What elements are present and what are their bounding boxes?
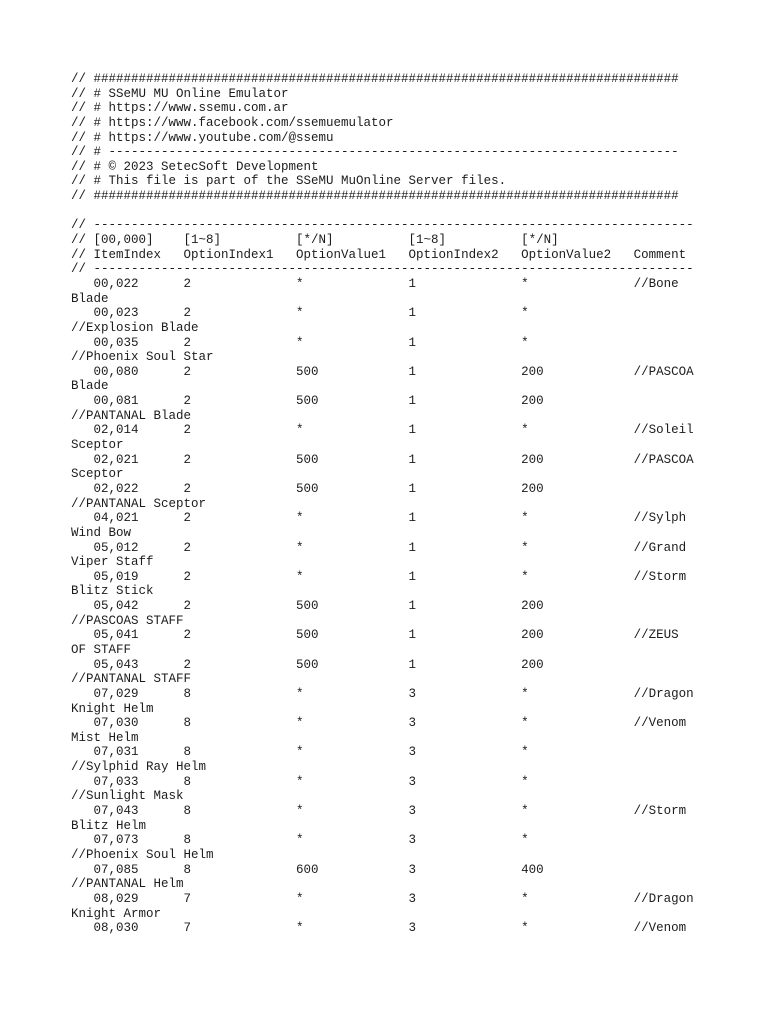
row-comment-wrap: Viper Staff (71, 555, 154, 570)
table-row: 07,073 8 * 3 * (71, 833, 529, 848)
table-row: 05,012 2 * 1 * //Grand (71, 540, 687, 555)
table-column-headers: // ItemIndex OptionIndex1 OptionValue1 OptionIndex2 OptionValue2 Comment (71, 247, 687, 262)
blank-line (71, 204, 711, 219)
table-row: 05,019 2 * 1 * //Storm (71, 569, 687, 584)
header-youtube: // # https://www.youtube.com/@ssemu (71, 130, 334, 145)
table-row: 07,031 8 * 3 * (71, 745, 529, 760)
row-comment-wrap: Blade (71, 291, 109, 306)
header-title: // # SSeMU MU Online Emulator (71, 86, 289, 101)
row-comment-wrap: //PANTANAL Blade (71, 408, 192, 423)
header-facebook: // # https://www.facebook.com/ssemuemulator (71, 115, 394, 130)
header-border-bottom: // ############################################################################## (71, 189, 679, 204)
row-comment-wrap: OF STAFF (71, 642, 132, 657)
table-row: 08,030 7 * 3 * //Venom (71, 921, 687, 936)
table-row: 02,014 2 * 1 * //Soleil (71, 423, 694, 438)
row-comment-wrap: //PASCOAS STAFF (71, 613, 184, 628)
row-comment-wrap: //Sunlight Mask (71, 789, 184, 804)
row-comment-wrap: Blade (71, 379, 109, 394)
row-comment-wrap: Wind Bow (71, 525, 132, 540)
row-comment-wrap: //PANTANAL STAFF (71, 672, 192, 687)
table-row: 07,043 8 * 3 * //Storm (71, 804, 687, 819)
table-row: 04,021 2 * 1 * //Sylph (71, 511, 687, 526)
table-row: 00,035 2 * 1 * (71, 335, 529, 350)
header-copyright: // # © 2023 SetecSoft Development (71, 159, 319, 174)
table-row: 00,080 2 500 1 200 //PASCOA (71, 364, 694, 379)
header-website: // # https://www.ssemu.com.ar (71, 101, 289, 116)
table-row: 07,085 8 600 3 400 (71, 862, 544, 877)
table-row: 02,021 2 500 1 200 //PASCOA (71, 452, 694, 467)
table-rule-top: // -------------------------------------------------------------------------------- (71, 218, 694, 233)
table-row: 08,029 7 * 3 * //Dragon (71, 891, 694, 906)
table-row: 05,042 2 500 1 200 (71, 599, 544, 614)
table-row: 05,041 2 500 1 200 //ZEUS (71, 628, 679, 643)
row-comment-wrap: Mist Helm (71, 730, 139, 745)
row-comment-wrap: Blitz Stick (71, 584, 154, 599)
row-comment-wrap: Knight Helm (71, 701, 154, 716)
row-comment-wrap: //PANTANAL Sceptor (71, 496, 207, 511)
header-border-top: // ############################################################################## (71, 72, 679, 86)
row-comment-wrap: //Phoenix Soul Helm (71, 847, 214, 862)
row-comment-wrap: //Sylphid Ray Helm (71, 760, 207, 775)
header-notice: // # This file is part of the SSeMU MuOnline Server files. (71, 174, 507, 189)
row-comment-wrap: //Explosion Blade (71, 320, 199, 335)
table-row: 00,023 2 * 1 * (71, 306, 529, 321)
table-row: 07,033 8 * 3 * (71, 774, 529, 789)
table-row: 07,029 8 * 3 * //Dragon (71, 686, 694, 701)
row-comment-wrap: Sceptor (71, 438, 124, 453)
table-column-ranges: // [00,000] [1~8] [*/N] [1~8] [*/N] (71, 233, 559, 248)
row-comment-wrap: //PANTANAL Helm (71, 877, 184, 892)
header-separator: // # ---------------------------------------------------------------------------- (71, 145, 679, 160)
table-row: 07,030 8 * 3 * //Venom (71, 716, 687, 731)
table-row: 00,022 2 * 1 * //Bone (71, 276, 679, 291)
row-comment-wrap: Blitz Helm (71, 818, 147, 833)
table-row: 00,081 2 500 1 200 (71, 394, 544, 409)
table-rule-bottom: // -------------------------------------------------------------------------------- (71, 262, 694, 277)
row-comment-wrap: //Phoenix Soul Star (71, 350, 214, 365)
table-row: 02,022 2 500 1 200 (71, 481, 544, 496)
text-document (71, 72, 711, 936)
table-row: 05,043 2 500 1 200 (71, 657, 544, 672)
row-comment-wrap: Knight Armor (71, 906, 162, 921)
row-comment-wrap: Sceptor (71, 467, 124, 482)
